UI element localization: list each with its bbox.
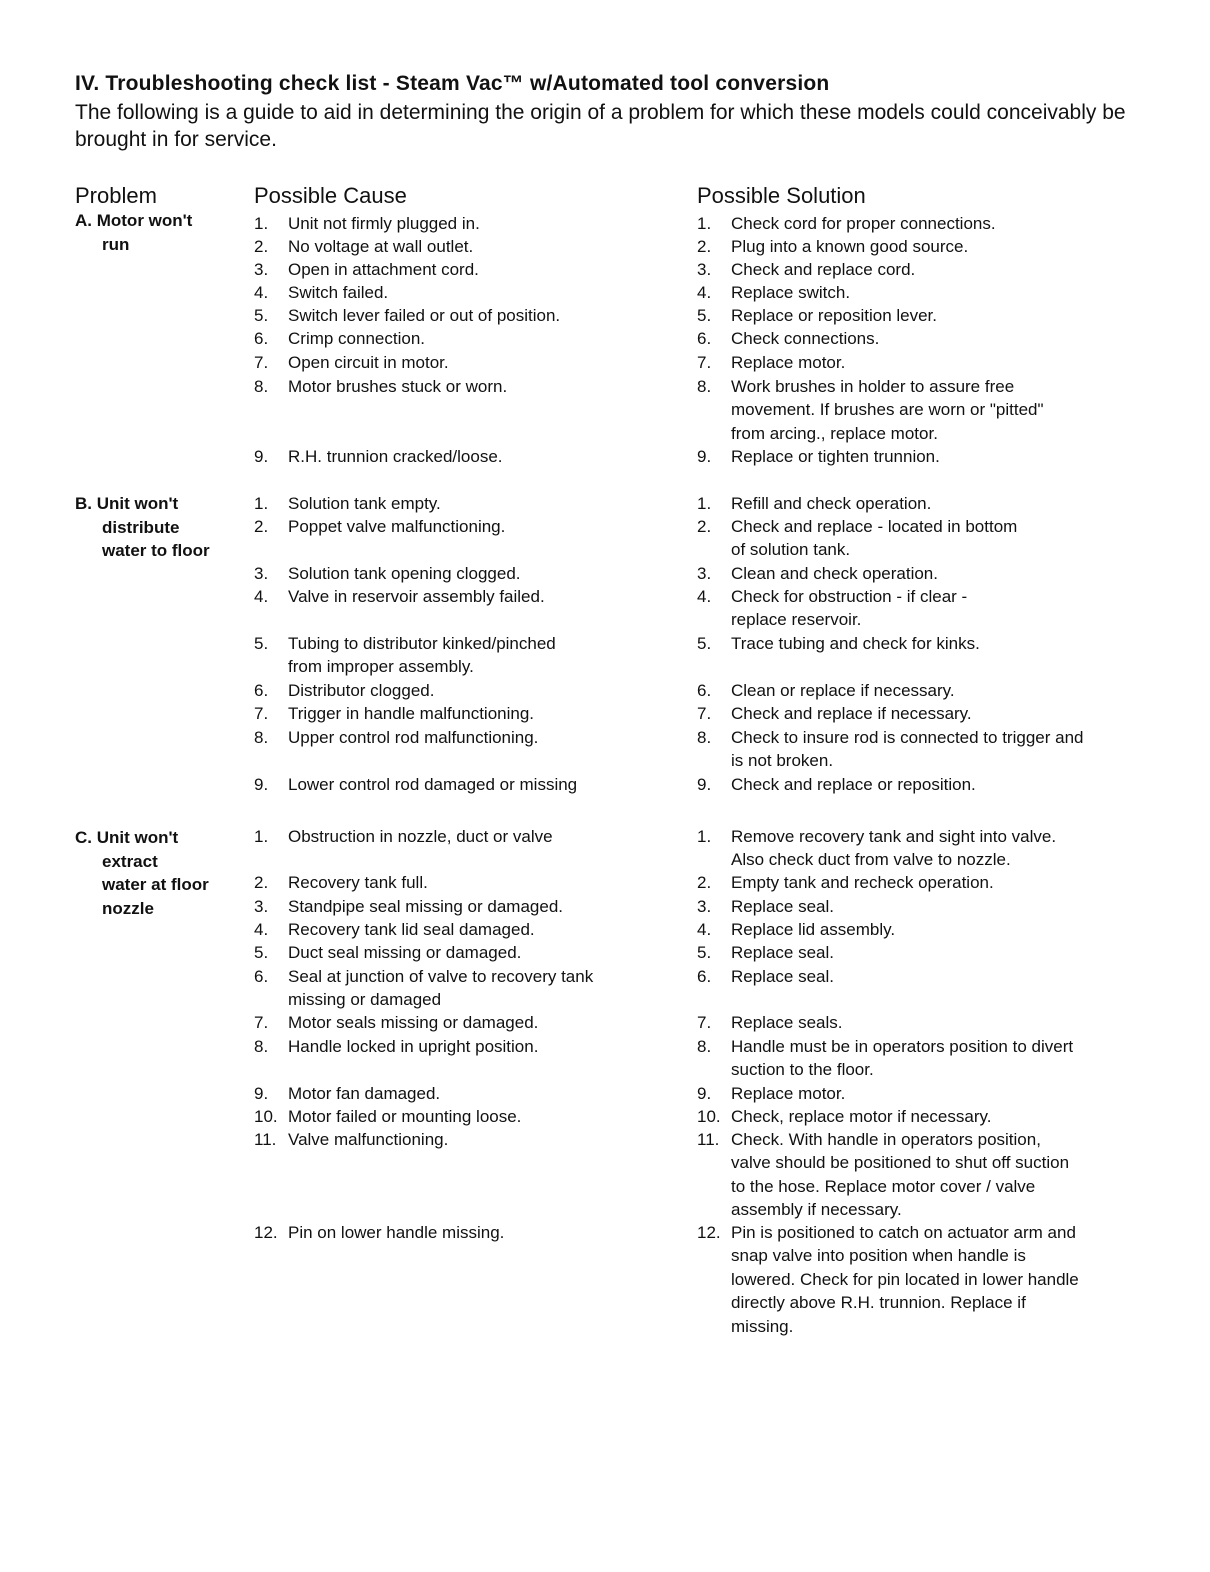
problem-line: water to floor [102, 541, 210, 560]
cause-text [288, 1011, 688, 1034]
item-number: 2. [697, 517, 712, 536]
solution-line: Replace motor. [731, 1084, 846, 1103]
item-number: 6. [254, 967, 269, 986]
solution-line: Check and replace or reposition. [731, 775, 976, 794]
cause-text [288, 773, 688, 796]
cause-line: Recovery tank lid seal damaged. [288, 920, 535, 939]
item-number: 5. [697, 943, 712, 962]
cause-line: Solution tank empty. [288, 494, 441, 513]
item-number: 4. [697, 587, 712, 606]
solution-line: Replace or reposition lever. [731, 306, 938, 325]
solution-line: Replace motor. [731, 353, 846, 372]
item-number: 9. [697, 447, 712, 466]
solution-text [731, 825, 1151, 872]
item-number: 2. [254, 517, 269, 536]
solution-line: replace reservoir. [731, 610, 862, 630]
cause-text [288, 304, 688, 327]
solution-text [731, 515, 1151, 562]
solution-text [731, 895, 1151, 918]
problem-label-a [75, 209, 245, 256]
item-number: 10. [254, 1107, 278, 1126]
cause-line: Crimp connection. [288, 329, 426, 348]
solution-line: Clean and check operation. [731, 564, 938, 583]
solution-text [731, 1221, 1151, 1338]
cause-text [288, 492, 688, 515]
solution-line: Check for obstruction - if clear - [731, 587, 968, 606]
item-number: 12. [697, 1223, 721, 1242]
solution-line: Check and replace cord. [731, 260, 916, 279]
solution-text [731, 585, 1151, 632]
item-number: 5. [697, 634, 712, 653]
cause-text [288, 212, 688, 235]
solution-line: is not broken. [731, 751, 834, 771]
cause-text [288, 1035, 688, 1058]
solution-text [731, 1011, 1151, 1034]
item-number: 7. [254, 1013, 269, 1032]
item-number: 8. [697, 728, 712, 747]
item-number: 6. [254, 329, 269, 348]
solution-text [731, 235, 1151, 258]
solution-line: Clean or replace if necessary. [731, 681, 955, 700]
cause-text [288, 375, 688, 398]
solution-line: Replace seal. [731, 943, 835, 962]
cause-line: Obstruction in nozzle, duct or valve [288, 827, 553, 846]
cause-line: Open in attachment cord. [288, 260, 479, 279]
solution-line: Check, replace motor if necessary. [731, 1107, 992, 1126]
item-number: 5. [697, 306, 712, 325]
item-number: 1. [254, 214, 269, 233]
item-number: 7. [697, 353, 712, 372]
cause-line: Motor fan damaged. [288, 1084, 441, 1103]
item-number: 12. [254, 1223, 278, 1242]
intro-paragraph: The following is a guide to aid in determining the origin of a problem for which these models could conceivably be brought in for service. [75, 101, 1126, 151]
cause-line: Pin on lower handle missing. [288, 1223, 505, 1242]
cause-text [288, 1105, 688, 1128]
cause-line: Valve malfunctioning. [288, 1130, 449, 1149]
problem-line: A. Motor won't [75, 211, 193, 230]
cause-line: Duct seal missing or damaged. [288, 943, 522, 962]
cause-text [288, 562, 688, 585]
cause-line: Seal at junction of valve to recovery tank [288, 967, 594, 986]
cause-line: missing or damaged [288, 990, 442, 1010]
item-number: 9. [254, 775, 269, 794]
cause-text [288, 1221, 688, 1244]
item-number: 11. [254, 1130, 277, 1149]
cause-line: Motor failed or mounting loose. [288, 1107, 522, 1126]
item-number: 9. [254, 447, 269, 466]
section-title: IV. Troubleshooting check list - Steam Vac™ w/Automated tool conversion [75, 72, 830, 95]
item-number: 9. [254, 1084, 269, 1103]
item-number: 2. [254, 873, 269, 892]
solution-text [731, 445, 1151, 468]
item-number: 4. [254, 283, 269, 302]
problem-line: water at floor [102, 875, 209, 894]
solution-line: movement. If brushes are worn or "pitted" [731, 400, 1044, 420]
solution-text [731, 492, 1151, 515]
problem-label-b [75, 492, 245, 563]
solution-text [731, 375, 1151, 445]
cause-text [288, 726, 688, 749]
solution-line: Handle must be in operators position to divert [731, 1037, 1074, 1056]
cause-line: Switch failed. [288, 283, 389, 302]
cause-line: Distributor clogged. [288, 681, 435, 700]
item-number: 8. [254, 728, 269, 747]
solution-line: Check and replace if necessary. [731, 704, 972, 723]
solution-line: Replace switch. [731, 283, 851, 302]
cause-text [288, 445, 688, 468]
cause-line: Lower control rod damaged or missing [288, 775, 578, 794]
cause-line: Switch lever failed or out of position. [288, 306, 561, 325]
cause-text [288, 235, 688, 258]
header-possible-cause: Possible Cause [254, 183, 407, 208]
cause-text [288, 258, 688, 281]
item-number: 8. [697, 377, 712, 396]
item-number: 6. [697, 967, 712, 986]
solution-line: of solution tank. [731, 540, 851, 560]
cause-text [288, 632, 688, 679]
item-number: 7. [697, 704, 712, 723]
solution-line: Replace seal. [731, 967, 835, 986]
solution-line: valve should be positioned to shut off suction [731, 1153, 1070, 1173]
item-number: 8. [254, 377, 269, 396]
item-number: 6. [254, 681, 269, 700]
cause-line: No voltage at wall outlet. [288, 237, 474, 256]
item-number: 8. [697, 1037, 712, 1056]
solution-line: from arcing., replace motor. [731, 423, 938, 443]
solution-line: Trace tubing and check for kinks. [731, 634, 980, 653]
cause-line: Solution tank opening clogged. [288, 564, 521, 583]
solution-line: Check and replace - located in bottom [731, 517, 1018, 536]
item-number: 3. [254, 564, 269, 583]
problem-line: B. Unit won't [75, 494, 179, 513]
solution-text [731, 965, 1151, 988]
item-number: 4. [697, 283, 712, 302]
solution-line: Plug into a known good source. [731, 237, 969, 256]
solution-line: snap valve into position when handle is [731, 1246, 1026, 1266]
cause-line: R.H. trunnion cracked/loose. [288, 447, 503, 466]
solution-text [731, 773, 1151, 796]
item-number: 3. [254, 260, 269, 279]
item-number: 2. [697, 237, 712, 256]
problem-line: nozzle [102, 898, 154, 918]
solution-text [731, 918, 1151, 941]
problem-label-c [75, 826, 245, 920]
solution-line: Refill and check operation. [731, 494, 932, 513]
item-number: 4. [254, 920, 269, 939]
item-number: 3. [254, 897, 269, 916]
item-number: 1. [697, 214, 712, 233]
solution-line: Remove recovery tank and sight into valve. [731, 827, 1057, 846]
cause-line: Handle locked in upright position. [288, 1037, 539, 1056]
cause-line: Recovery tank full. [288, 873, 428, 892]
cause-line: Tubing to distributor kinked/pinched [288, 634, 556, 653]
solution-line: missing. [731, 1316, 794, 1336]
cause-text [288, 871, 688, 894]
problem-line: C. Unit won't [75, 828, 179, 847]
cause-text [288, 585, 688, 608]
cause-text [288, 351, 688, 374]
cause-text [288, 515, 688, 538]
solution-text [731, 1035, 1151, 1082]
solution-line: Check. With handle in operators position, [731, 1130, 1041, 1149]
solution-line: Also check duct from valve to nozzle. [731, 850, 1011, 870]
cause-text [288, 918, 688, 941]
solution-line: to the hose. Replace motor cover / valve [731, 1176, 1036, 1196]
solution-line: Replace or tighten trunnion. [731, 447, 940, 466]
solution-line: directly above R.H. trunnion. Replace if [731, 1293, 1026, 1313]
item-number: 7. [254, 353, 269, 372]
solution-line: Work brushes in holder to assure free [731, 377, 1015, 396]
item-number: 5. [254, 943, 269, 962]
cause-line: Standpipe seal missing or damaged. [288, 897, 563, 916]
item-number: 3. [697, 564, 712, 583]
solution-text [731, 1128, 1151, 1222]
item-number: 3. [697, 897, 712, 916]
cause-text [288, 965, 688, 1012]
solution-text [731, 1082, 1151, 1105]
cause-line: from improper assembly. [288, 657, 474, 677]
cause-line: Motor brushes stuck or worn. [288, 377, 508, 396]
problem-line: extract [102, 851, 158, 871]
solution-text [731, 258, 1151, 281]
cause-text [288, 702, 688, 725]
solution-line: Check to insure rod is connected to trigger and [731, 728, 1084, 747]
item-number: 2. [697, 873, 712, 892]
item-number: 8. [254, 1037, 269, 1056]
solution-line: Empty tank and recheck operation. [731, 873, 994, 892]
solution-text [731, 679, 1151, 702]
item-number: 1. [697, 494, 712, 513]
solution-line: Pin is positioned to catch on actuator arm and [731, 1223, 1076, 1242]
cause-line: Upper control rod malfunctioning. [288, 728, 539, 747]
cause-text [288, 895, 688, 918]
item-number: 7. [697, 1013, 712, 1032]
item-number: 1. [697, 827, 712, 846]
solution-text [731, 702, 1151, 725]
item-number: 7. [254, 704, 269, 723]
cause-line: Poppet valve malfunctioning. [288, 517, 506, 536]
item-number: 3. [697, 260, 712, 279]
item-number: 9. [697, 1084, 712, 1103]
cause-line: Open circuit in motor. [288, 353, 449, 372]
item-number: 5. [254, 306, 269, 325]
solution-line: Check connections. [731, 329, 880, 348]
item-number: 11. [697, 1130, 720, 1149]
solution-text [731, 281, 1151, 304]
problem-line: run [102, 234, 130, 254]
problem-line: distribute [102, 517, 180, 537]
cause-text [288, 1082, 688, 1105]
solution-text [731, 632, 1151, 655]
solution-text [731, 941, 1151, 964]
solution-text [731, 562, 1151, 585]
cause-text [288, 327, 688, 350]
solution-line: assembly if necessary. [731, 1200, 902, 1220]
cause-text [288, 1128, 688, 1151]
solution-line: lowered. Check for pin located in lower handle [731, 1269, 1079, 1289]
item-number: 4. [697, 920, 712, 939]
solution-line: suction to the floor. [731, 1060, 874, 1080]
item-number: 4. [254, 587, 269, 606]
cause-line: Trigger in handle malfunctioning. [288, 704, 535, 723]
cause-text [288, 281, 688, 304]
solution-line: Replace lid assembly. [731, 920, 896, 939]
solution-text [731, 726, 1151, 773]
cause-line: Valve in reservoir assembly failed. [288, 587, 545, 606]
solution-text [731, 871, 1151, 894]
cause-text [288, 825, 688, 848]
solution-text [731, 212, 1151, 235]
solution-text [731, 304, 1151, 327]
solution-line: Check cord for proper connections. [731, 214, 996, 233]
item-number: 6. [697, 329, 712, 348]
item-number: 1. [254, 827, 269, 846]
item-number: 1. [254, 494, 269, 513]
solution-line: Replace seals. [731, 1013, 843, 1032]
header-problem: Problem [75, 183, 157, 208]
cause-text [288, 679, 688, 702]
item-number: 5. [254, 634, 269, 653]
solution-text [731, 1105, 1151, 1128]
cause-text [288, 941, 688, 964]
cause-line: Unit not firmly plugged in. [288, 214, 480, 233]
solution-line: Replace seal. [731, 897, 835, 916]
item-number: 10. [697, 1107, 721, 1126]
cause-line: Motor seals missing or damaged. [288, 1013, 539, 1032]
item-number: 9. [697, 775, 712, 794]
item-number: 2. [254, 237, 269, 256]
solution-text [731, 327, 1151, 350]
header-possible-solution: Possible Solution [697, 183, 866, 208]
item-number: 6. [697, 681, 712, 700]
solution-text [731, 351, 1151, 374]
